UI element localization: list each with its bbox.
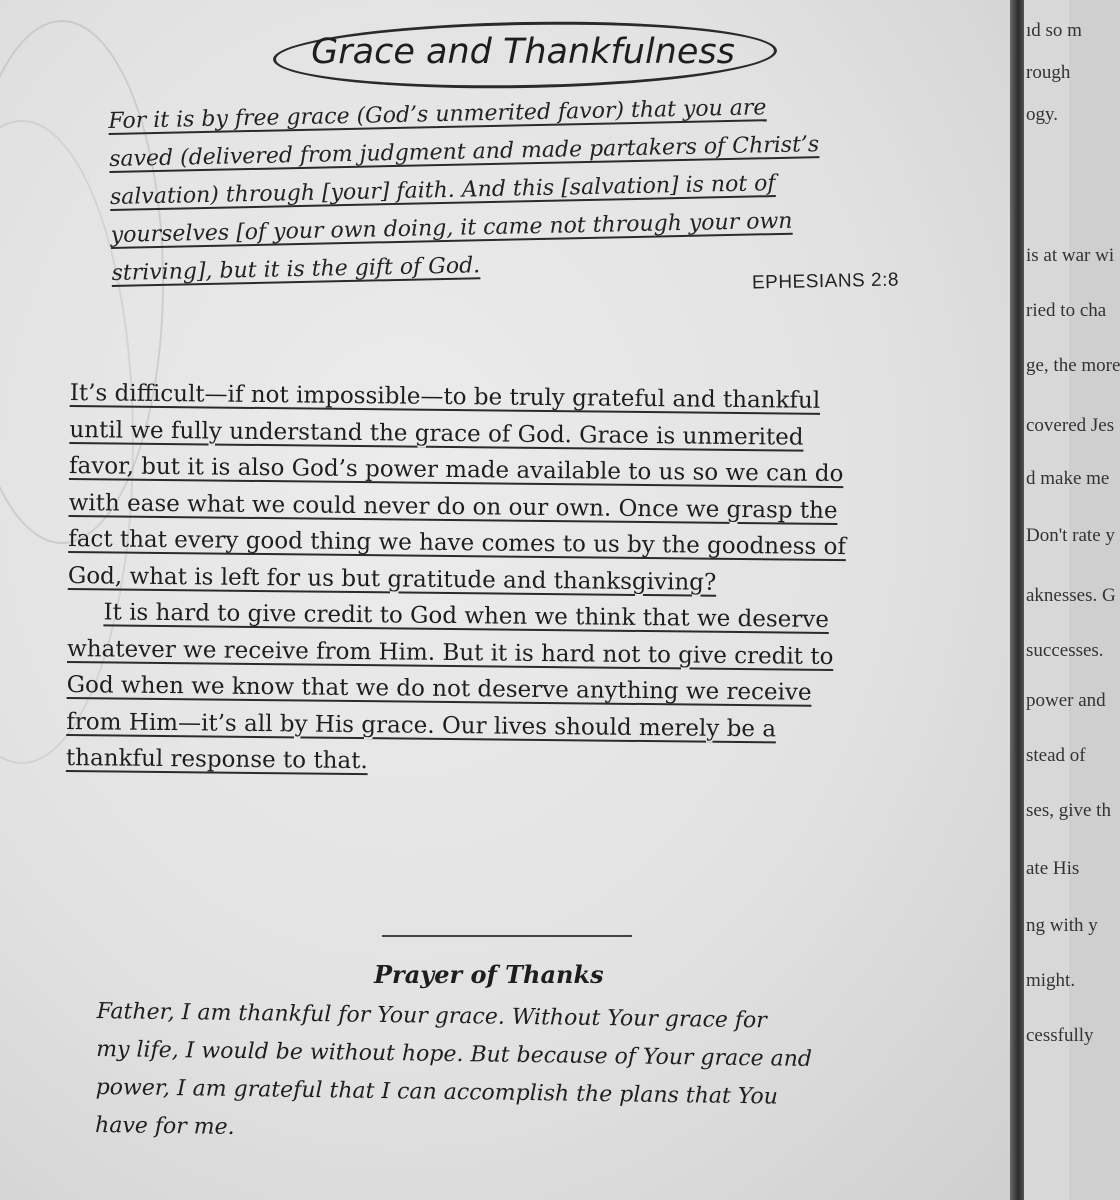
title-block bbox=[273, 22, 773, 86]
facing-page-fragment: covered Jes bbox=[1026, 415, 1115, 436]
facing-page-edge bbox=[1024, 0, 1120, 1200]
facing-page-fragment: might. bbox=[1026, 970, 1076, 991]
prayer-line: my life, I would be without hope. But because of Your grace and bbox=[96, 1036, 813, 1072]
paragraph-2-line: from Him—it’s all by His grace. Our lives should merely be a bbox=[66, 708, 777, 742]
paragraph-1-line: God, what is left for us but gratitude and thanksgiving? bbox=[67, 562, 717, 596]
facing-page-fragment: Don't rate y bbox=[1026, 525, 1115, 546]
prayer-text bbox=[95, 993, 917, 1156]
prayer-line: have for me. bbox=[94, 1112, 235, 1140]
facing-page-fragment: power and bbox=[1026, 690, 1106, 711]
facing-page-fragment: ate His bbox=[1026, 858, 1080, 879]
facing-page-fragment: stead of bbox=[1026, 745, 1086, 766]
prayer-line: Father, I am thankful for Your grace. Without Your grace for bbox=[96, 998, 767, 1034]
paragraph-1-line: fact that every good thing we have comes to us by the goodness of bbox=[68, 525, 847, 561]
facing-page-fragment: successes. bbox=[1026, 640, 1104, 661]
verse-reference: EPHESIANS 2:8 bbox=[751, 269, 900, 294]
verse-line: striving], but it is the gift of God. bbox=[111, 253, 481, 286]
paragraph-1-line: favor, but it is also God’s power made available to us so we can do bbox=[68, 452, 844, 488]
facing-page-fragment: cessfully bbox=[1026, 1025, 1094, 1046]
paragraph-1-line: until we fully understand the grace of God. Grace is unmerited bbox=[69, 416, 804, 451]
facing-page-fragment: ıd so m bbox=[1026, 20, 1082, 41]
prayer-heading: Prayer of Thanks bbox=[374, 960, 604, 989]
facing-page-fragment: ge, the more bbox=[1026, 355, 1120, 376]
verse-line: For it is by free grace (God’s unmerited favor) that you are bbox=[108, 95, 767, 134]
facing-page-fragment: ogy. bbox=[1026, 104, 1059, 125]
facing-page-fragment: ng with y bbox=[1026, 915, 1098, 936]
paragraph-1-line: with ease what we could never do on our own. Once we grasp the bbox=[68, 489, 838, 524]
verse-line: salvation) through [your] faith. And this [salvation] is not of bbox=[109, 171, 776, 210]
section-divider bbox=[382, 935, 632, 937]
paragraph-2-line: God when we know that we do not deserve anything we receive bbox=[66, 671, 812, 706]
facing-page-fragment: rough bbox=[1026, 62, 1071, 83]
facing-page-fragment: ses, give th bbox=[1026, 800, 1111, 821]
paragraph-2-line: whatever we receive from Him. But it is hard not to give credit to bbox=[66, 635, 834, 670]
facing-page-fragment: ried to cha bbox=[1026, 300, 1107, 321]
scripture-verse bbox=[108, 87, 892, 293]
verse-line: yourselves [of your own doing, it came not through your own bbox=[110, 208, 793, 248]
paragraph-2-line: thankful response to that. bbox=[65, 744, 368, 775]
body-text bbox=[66, 375, 970, 786]
paragraph-1-line: It’s difficult—if not impossible—to be truly grateful and thankful bbox=[69, 379, 821, 414]
book-gutter bbox=[1010, 0, 1024, 1200]
verse-line: saved (delivered from judgment and made partakers of Christ’s bbox=[108, 132, 820, 172]
facing-page-fragment: d make me bbox=[1026, 468, 1110, 489]
facing-page-fragment: is at war wi bbox=[1026, 245, 1115, 266]
page-title: Grace and Thankfulness bbox=[311, 32, 735, 72]
prayer-line: power, I am grateful that I can accomplish the plans that You bbox=[95, 1074, 779, 1110]
facing-page-fragment: aknesses. G bbox=[1026, 585, 1116, 606]
paragraph-2-line: It is hard to give credit to God when we think that we deserve bbox=[103, 599, 830, 633]
